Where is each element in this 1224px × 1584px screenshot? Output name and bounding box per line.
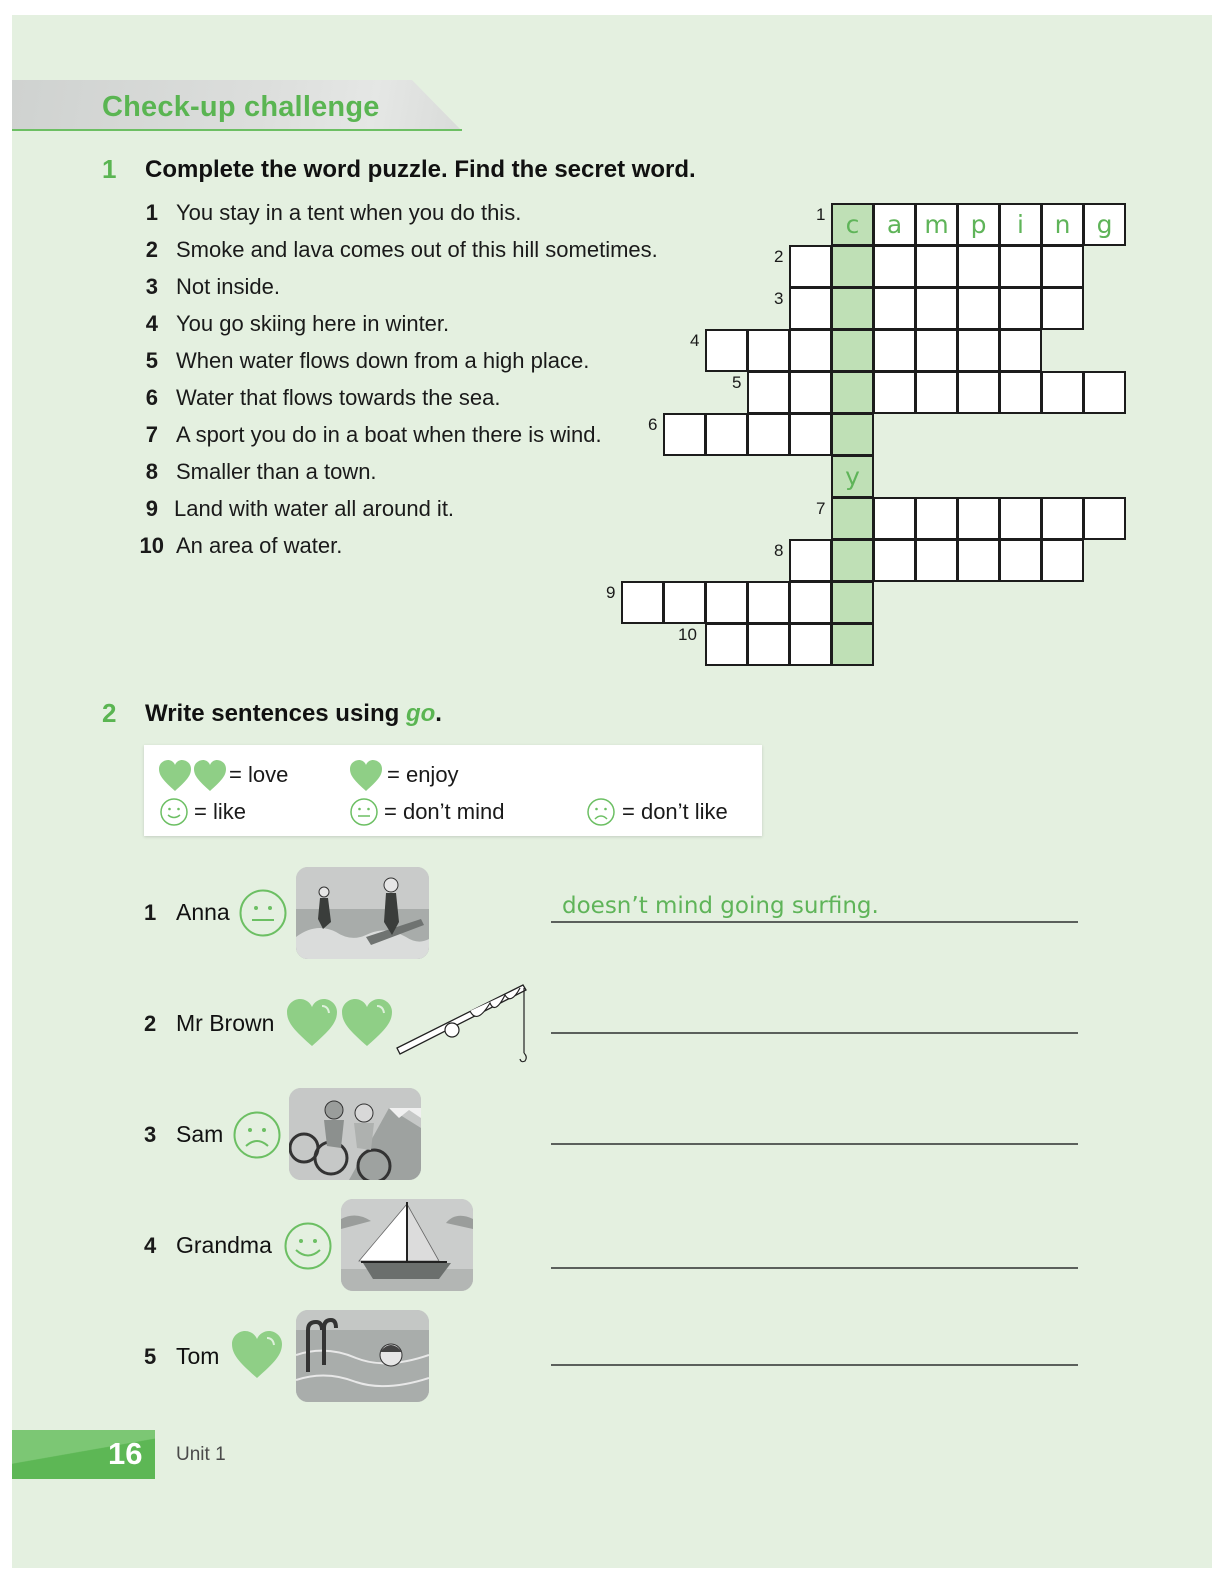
instruction-text: Write sentences using: [145, 700, 406, 727]
puzzle-cell[interactable]: [957, 539, 1000, 582]
puzzle-cell[interactable]: [999, 329, 1042, 372]
puzzle-cell[interactable]: [957, 371, 1000, 414]
clue-number: 6: [145, 385, 158, 410]
cell-letter: n: [1054, 210, 1071, 239]
clue-text: When water flows down from a high place.: [176, 348, 590, 373]
puzzle-cell[interactable]: [915, 287, 958, 330]
secret-word-cell[interactable]: [831, 539, 874, 582]
puzzle-cell[interactable]: [663, 413, 706, 456]
secret-word-cell[interactable]: [831, 371, 874, 414]
puzzle-cell[interactable]: [999, 497, 1042, 540]
item-number: 1: [144, 900, 157, 925]
puzzle-cell[interactable]: [873, 203, 916, 246]
puzzle-cell[interactable]: [747, 371, 790, 414]
smiley-face-icon: [283, 1221, 333, 1271]
two-hearts-icon: [158, 759, 228, 793]
clue-number: 8: [145, 459, 158, 484]
cycling-picture: [289, 1088, 421, 1180]
unit-label: Unit 1: [176, 1444, 226, 1465]
puzzle-cell[interactable]: [621, 581, 664, 624]
puzzle-cell[interactable]: [957, 329, 1000, 372]
puzzle-cell[interactable]: [1083, 371, 1126, 414]
cell-letter: m: [924, 210, 949, 239]
exercise-2-number: 2: [102, 698, 117, 728]
exercise-1-instruction: Complete the word puzzle. Find the secret word.: [145, 156, 696, 183]
answer-line[interactable]: [551, 1364, 1078, 1366]
puzzle-cell[interactable]: [915, 371, 958, 414]
answer-line[interactable]: [551, 1267, 1078, 1269]
puzzle-cell[interactable]: [915, 245, 958, 288]
puzzle-cell[interactable]: [915, 497, 958, 540]
answer-text: doesn’t mind going surfing.: [562, 893, 879, 919]
puzzle-cell[interactable]: [789, 245, 832, 288]
neutral-face-icon: [238, 888, 288, 938]
sad-face-icon: [232, 1110, 282, 1160]
secret-word-cell[interactable]: [831, 329, 874, 372]
row-number-label: 4: [690, 331, 700, 350]
puzzle-cell[interactable]: [789, 623, 832, 666]
clue-number: 9: [145, 496, 158, 521]
secret-word-cell[interactable]: [831, 455, 874, 498]
cell-letter: p: [970, 210, 987, 239]
puzzle-cell[interactable]: [705, 413, 748, 456]
feelings-key: [144, 745, 762, 836]
clue-number: 3: [145, 274, 158, 299]
puzzle-cell[interactable]: [747, 623, 790, 666]
row-number-label: 10: [678, 625, 697, 644]
puzzle-cell[interactable]: [789, 287, 832, 330]
row-number-label: 2: [774, 247, 784, 266]
cell-letter: y: [845, 462, 860, 491]
row-number-label: 9: [606, 583, 616, 602]
puzzle-cell[interactable]: [663, 581, 706, 624]
item-person: Sam: [176, 1121, 224, 1147]
row-number-label: 1: [816, 205, 826, 224]
clue-text: Land with water all around it.: [174, 496, 455, 521]
puzzle-cell[interactable]: [957, 287, 1000, 330]
puzzle-cell[interactable]: [915, 329, 958, 372]
puzzle-cell[interactable]: [873, 371, 916, 414]
clue-number: 7: [145, 422, 158, 447]
cell-letter: c: [845, 210, 860, 239]
puzzle-cell[interactable]: [873, 539, 916, 582]
fishing-rod-picture: [395, 983, 530, 1065]
item-person: Anna: [176, 899, 230, 925]
puzzle-cell[interactable]: [1041, 203, 1084, 246]
cell-letter: g: [1096, 210, 1113, 239]
puzzle-cell[interactable]: [1041, 245, 1084, 288]
row-number-label: 5: [732, 373, 742, 392]
puzzle-cell[interactable]: [957, 203, 1000, 246]
secret-word-cell[interactable]: [831, 497, 874, 540]
secret-word-cell[interactable]: [831, 581, 874, 624]
clue-text: You stay in a tent when you do this.: [176, 200, 522, 225]
instruction-period: .: [435, 700, 442, 727]
row-number-label: 6: [648, 415, 658, 434]
cell-letter: i: [1017, 210, 1024, 239]
item-number: 4: [144, 1233, 157, 1258]
clue-text: Smaller than a town.: [176, 459, 377, 484]
item-number: 2: [144, 1011, 157, 1036]
puzzle-cell[interactable]: [705, 623, 748, 666]
clue-number: 10: [139, 533, 164, 558]
puzzle-cell[interactable]: [873, 245, 916, 288]
puzzle-cell[interactable]: [999, 203, 1042, 246]
clue-text: You go skiing here in winter.: [176, 311, 450, 336]
clue-text: Water that flows towards the sea.: [176, 385, 501, 410]
secret-word-cell[interactable]: [831, 203, 874, 246]
secret-word-cell[interactable]: [831, 413, 874, 456]
puzzle-cell[interactable]: [747, 413, 790, 456]
item-person: Mr Brown: [176, 1010, 275, 1036]
clue-text: A sport you do in a boat when there is wind.: [176, 422, 602, 447]
row-number-label: 7: [816, 499, 826, 518]
puzzle-cell[interactable]: [915, 539, 958, 582]
puzzle-cell[interactable]: [789, 539, 832, 582]
row-number-label: 8: [774, 541, 784, 560]
puzzle-cell[interactable]: [1083, 497, 1126, 540]
puzzle-cell[interactable]: [789, 413, 832, 456]
puzzle-cell[interactable]: [1041, 371, 1084, 414]
two-hearts-icon: [286, 998, 396, 1048]
puzzle-cell[interactable]: [873, 329, 916, 372]
answer-line[interactable]: [551, 921, 1078, 923]
item-number: 5: [144, 1344, 157, 1369]
heart-icon: [231, 1330, 283, 1380]
puzzle-cell[interactable]: [705, 329, 748, 372]
clue-text: Smoke and lava comes out of this hill sometimes.: [176, 237, 658, 262]
row-number-label: 3: [774, 289, 784, 308]
puzzle-cell[interactable]: [1083, 203, 1126, 246]
puzzle-cell[interactable]: [999, 371, 1042, 414]
secret-word-cell[interactable]: [831, 287, 874, 330]
secret-word-cell[interactable]: [831, 245, 874, 288]
smiley-face-icon: [159, 797, 189, 827]
sad-face-icon: [586, 797, 616, 827]
puzzle-cell[interactable]: [1041, 497, 1084, 540]
puzzle-cell[interactable]: [789, 329, 832, 372]
key-dont-like-label: = don’t like: [622, 799, 728, 824]
puzzle-cell[interactable]: [873, 497, 916, 540]
puzzle-cell[interactable]: [1041, 287, 1084, 330]
instruction-keyword: go: [405, 700, 436, 727]
title-underline: [12, 129, 462, 131]
answer-line[interactable]: [551, 1143, 1078, 1145]
heart-icon: [349, 759, 383, 793]
puzzle-cell[interactable]: [915, 203, 958, 246]
puzzle-cell[interactable]: [999, 287, 1042, 330]
clue-text: Not inside.: [176, 274, 280, 299]
key-dont-mind-label: = don’t mind: [384, 799, 505, 824]
clue-text: An area of water.: [176, 533, 343, 558]
surfing-picture: [296, 867, 429, 959]
key-love-label: = love: [229, 762, 289, 787]
puzzle-cell[interactable]: [747, 581, 790, 624]
puzzle-cell[interactable]: [789, 371, 832, 414]
puzzle-cell[interactable]: [705, 581, 748, 624]
item-person: Tom: [176, 1343, 220, 1369]
item-number: 3: [144, 1122, 157, 1147]
page-title: Check-up challenge: [102, 91, 380, 123]
puzzle-cell[interactable]: [747, 329, 790, 372]
secret-word-cell[interactable]: [831, 623, 874, 666]
exercise-1-number: 1: [102, 154, 117, 184]
answer-line[interactable]: [551, 1032, 1078, 1034]
cell-letter: a: [886, 210, 903, 239]
puzzle-cell[interactable]: [873, 287, 916, 330]
clue-number: 5: [145, 348, 158, 373]
puzzle-cell[interactable]: [1041, 539, 1084, 582]
puzzle-cell[interactable]: [957, 497, 1000, 540]
clue-number: 4: [145, 311, 158, 336]
page-number: 16: [108, 1436, 143, 1471]
key-enjoy-label: = enjoy: [387, 762, 459, 787]
puzzle-cell[interactable]: [789, 581, 832, 624]
swimming-picture: [296, 1310, 429, 1402]
neutral-face-icon: [349, 797, 379, 827]
puzzle-cell[interactable]: [957, 245, 1000, 288]
key-like-label: = like: [194, 799, 246, 824]
exercise-2-instruction: [145, 700, 442, 728]
puzzle-cell[interactable]: [999, 245, 1042, 288]
puzzle-cell[interactable]: [999, 539, 1042, 582]
item-person: Grandma: [176, 1232, 272, 1258]
sailing-picture: [341, 1199, 473, 1291]
clue-number: 2: [145, 237, 158, 262]
clue-number: 1: [145, 200, 158, 225]
